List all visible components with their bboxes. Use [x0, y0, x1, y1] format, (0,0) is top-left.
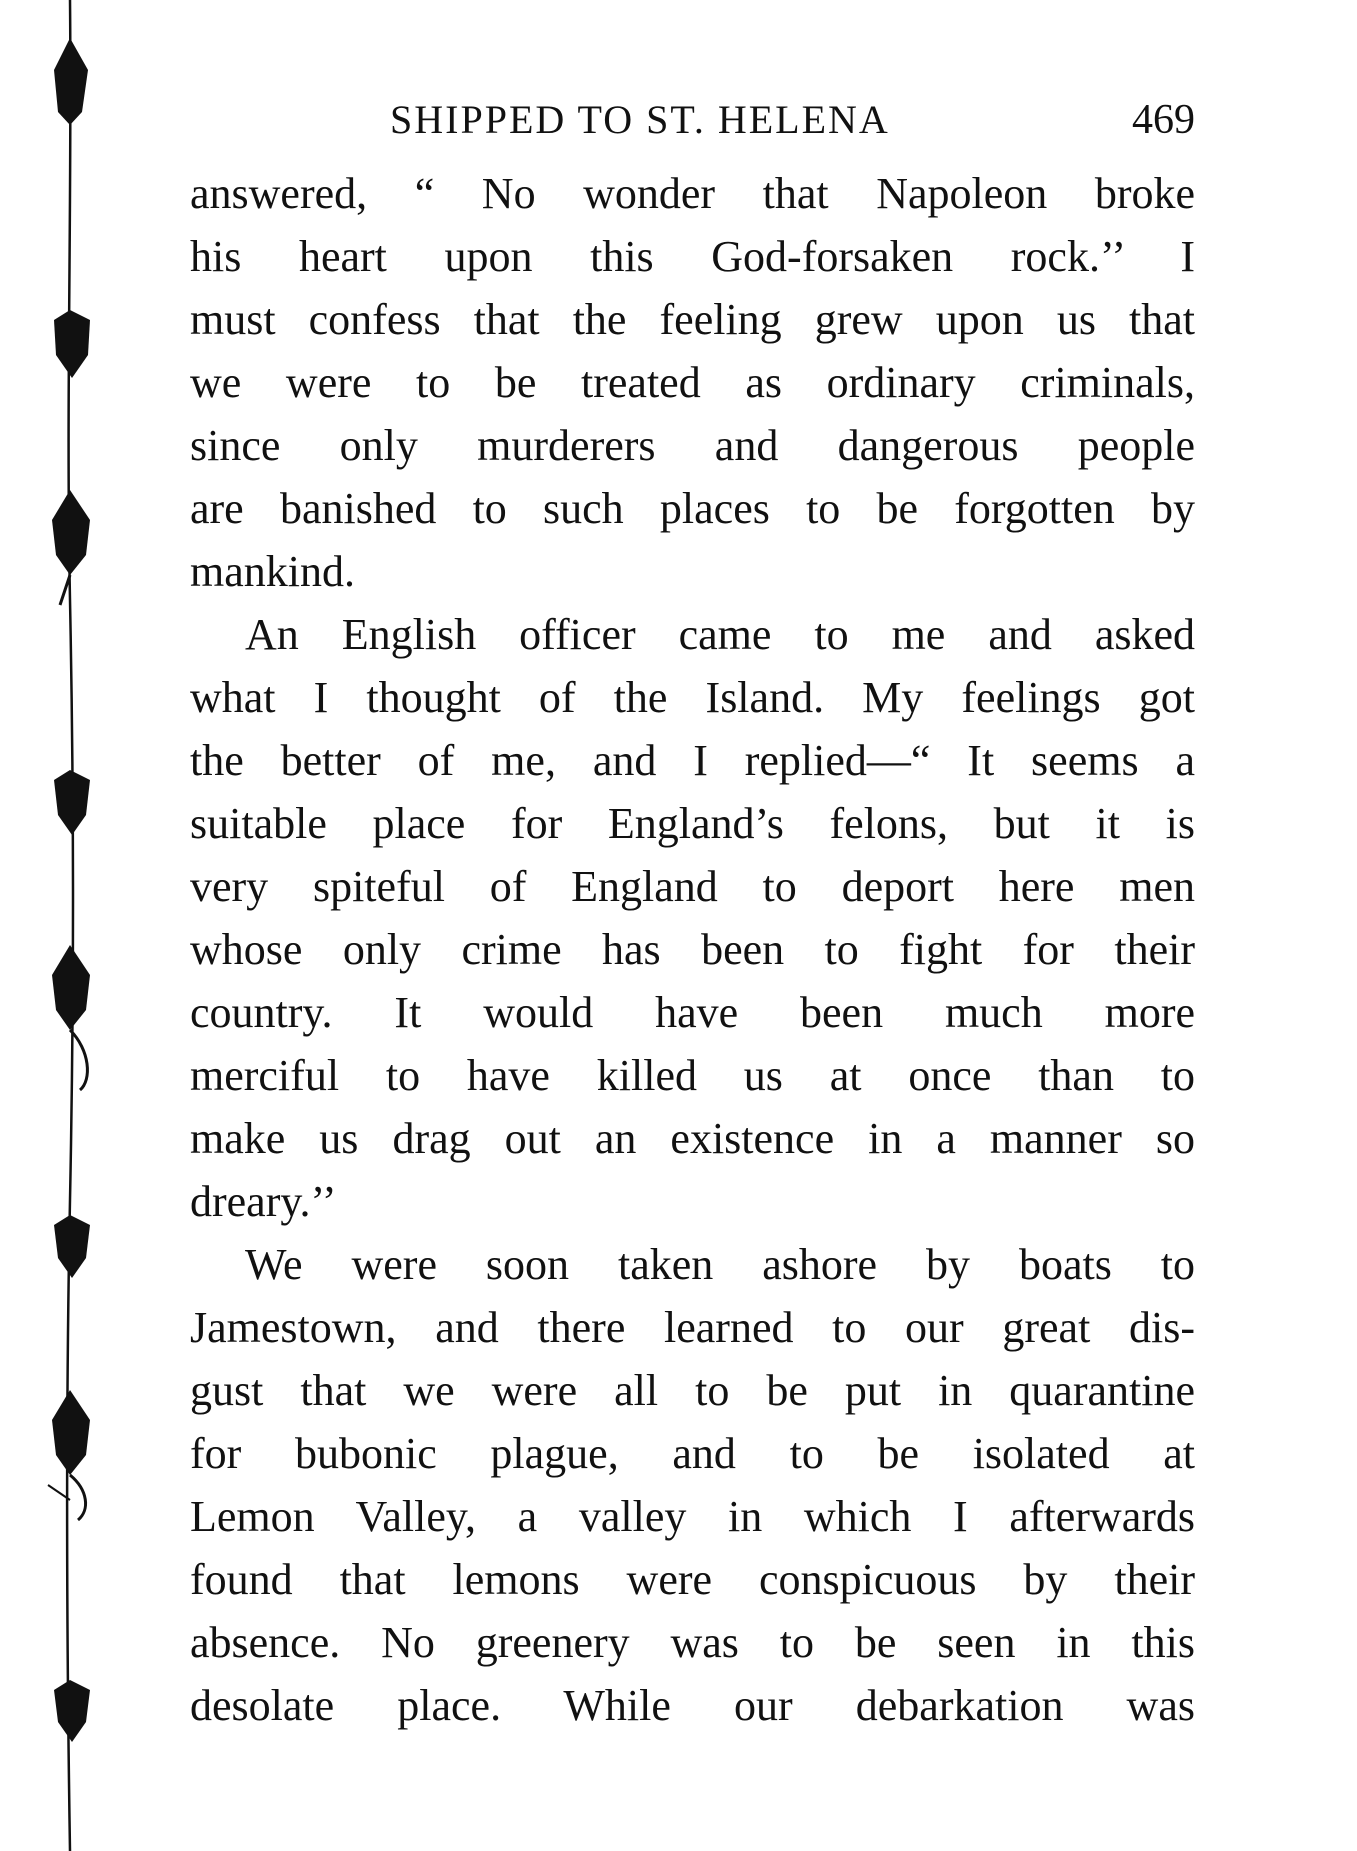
- text-line: are banished to such places to be forgotten by: [190, 484, 1195, 533]
- text-line: found that lemons were conspicuous by their: [190, 1555, 1195, 1604]
- leaf-icon: [54, 1215, 90, 1278]
- text-line: An English officer came to me and asked: [245, 610, 1195, 659]
- text-line: what I thought of the Island. My feelings got: [190, 673, 1195, 722]
- text-line: we were to be treated as ordinary criminals,: [190, 358, 1195, 407]
- page-number: 469: [1132, 97, 1195, 143]
- text-line: merciful to have killed us at once than to: [190, 1051, 1195, 1100]
- body-text: [190, 162, 1195, 1737]
- text-line: suitable place for England’s felons, but it is: [190, 799, 1195, 848]
- text-line: absence. No greenery was to be seen in this: [190, 1618, 1195, 1667]
- paragraph: [190, 162, 1195, 603]
- text-line: for bubonic plague, and to be isolated at: [190, 1429, 1195, 1478]
- paragraph: [190, 603, 1195, 1233]
- text-line: his heart upon this God-forsaken rock.’’ I: [190, 232, 1195, 281]
- text-line: country. It would have been much more: [190, 988, 1195, 1037]
- leaf-icon: [54, 1680, 90, 1742]
- text-line: dreary.’’: [190, 1177, 337, 1226]
- leaf-icon: [54, 310, 90, 378]
- page-header: [190, 96, 1195, 146]
- text-line: whose only crime has been to fight for their: [190, 925, 1195, 974]
- text-line: answered, “ No wonder that Napoleon broke: [190, 169, 1195, 218]
- running-title: SHIPPED TO ST. HELENA: [390, 97, 890, 142]
- text-line: very spiteful of England to deport here men: [190, 862, 1195, 911]
- leaf-icon: [48, 1390, 90, 1520]
- text-line: Lemon Valley, a valley in which I afterwards: [190, 1492, 1195, 1541]
- text-line: mankind.: [190, 547, 355, 596]
- text-line: We were soon taken ashore by boats to: [245, 1240, 1195, 1289]
- text-line: since only murderers and dangerous people: [190, 421, 1195, 470]
- text-line: desolate place. While our debarkation was: [190, 1681, 1195, 1730]
- paragraph: [190, 1233, 1195, 1737]
- text-line: the better of me, and I replied—“ It seems a: [190, 736, 1195, 785]
- text-line: Jamestown, and there learned to our great dis-: [190, 1303, 1195, 1352]
- text-line: gust that we were all to be put in quarantine: [190, 1366, 1195, 1415]
- leaf-icon: [54, 770, 90, 835]
- leaf-icon: [54, 38, 88, 125]
- text-line: make us drag out an existence in a manner so: [190, 1114, 1195, 1163]
- margin-vine-ornament: [30, 0, 120, 1851]
- text-line: must confess that the feeling grew upon us that: [190, 295, 1195, 344]
